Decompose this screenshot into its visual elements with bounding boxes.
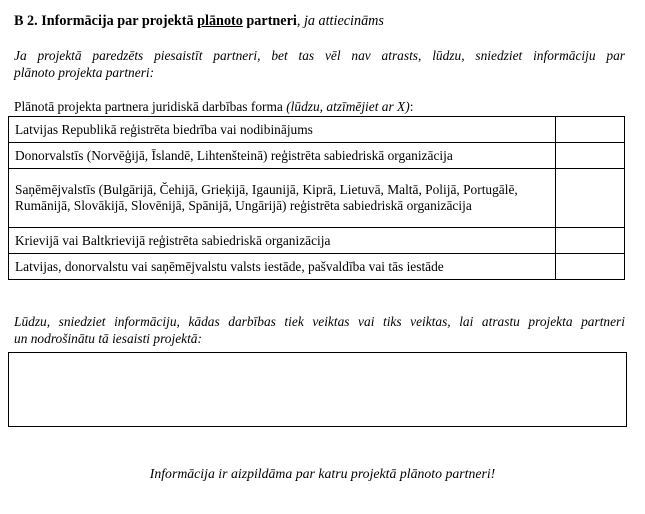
legal-form-row <box>9 117 625 143</box>
legal-form-option-mark-cell[interactable] <box>555 143 624 169</box>
legal-form-row <box>9 254 625 280</box>
question-line-2: un nodrošinātu tā iesaisti projektā: <box>14 331 202 346</box>
intro-paragraph <box>14 47 625 81</box>
legal-form-label <box>14 99 413 115</box>
section-title-note: , ja attiecināms <box>296 13 384 29</box>
footer-note: Informācija ir aizpildāma par katru projektā plānoto partneri! <box>149 466 496 481</box>
legal-form-option-label: Saņēmējvalstīs (Bulgārijā, Čehijā, Grieķijā, Igaunijā, Kiprā, Lietuvā, Maltā, Polijā, Portugālē, Rumānijā, Slovākijā, Slovēnijā, Spānijā, Ungārijā) reģistrēta sabiedriskā organizācija <box>9 169 556 228</box>
legal-form-hint: (lūdzu, atzīmējiet ar X) <box>286 99 410 114</box>
legal-form-row <box>9 169 625 228</box>
section-title-part2: partneri <box>246 13 297 29</box>
legal-form-row <box>9 143 625 169</box>
legal-form-option-label: Latvijas Republikā reģistrēta biedrība vai nodibinājums <box>9 117 556 143</box>
legal-form-row <box>9 228 625 254</box>
legal-form-option-mark-cell[interactable] <box>555 169 624 228</box>
section-title-underlined: plānoto <box>197 13 243 29</box>
legal-form-label-text: Plānotā projekta partnera juridiskā darbības forma <box>14 99 283 114</box>
legal-form-option-mark-cell[interactable] <box>555 117 624 143</box>
legal-form-option-mark-cell[interactable] <box>555 254 624 280</box>
legal-form-colon: : <box>409 99 414 114</box>
partner-search-question <box>14 313 625 347</box>
partner-search-answer-box[interactable] <box>8 352 627 427</box>
section-number: B 2. <box>14 13 38 29</box>
question-line-1: Lūdzu, sniedziet informāciju, kādas darbības tiek veiktas vai tiks veiktas, lai atrastu projekta partneri <box>14 314 625 329</box>
legal-form-option-label: Donorvalstīs (Norvēģijā, Īslandē, Lihtenšteinā) reģistrēta sabiedriskā organizācija <box>9 143 556 169</box>
intro-line-2: plānoto projekta partneri: <box>14 65 155 80</box>
legal-form-option-label: Latvijas, donorvalstu vai saņēmējvalstu valsts iestāde, pašvaldība vai tās iestāde <box>9 254 556 280</box>
intro-line-1: Ja projektā paredzēts piesaistīt partneri, bet tas vēl nav atrasts, lūdzu, sniedziet informāciju par <box>14 48 625 63</box>
legal-form-option-mark-cell[interactable] <box>555 228 624 254</box>
section-heading <box>14 12 384 30</box>
legal-form-table <box>8 116 625 280</box>
legal-form-option-label: Krievijā vai Baltkrievijā reģistrēta sabiedriskā organizācija <box>9 228 556 254</box>
section-title-part1: Informācija par projektā <box>41 13 194 29</box>
